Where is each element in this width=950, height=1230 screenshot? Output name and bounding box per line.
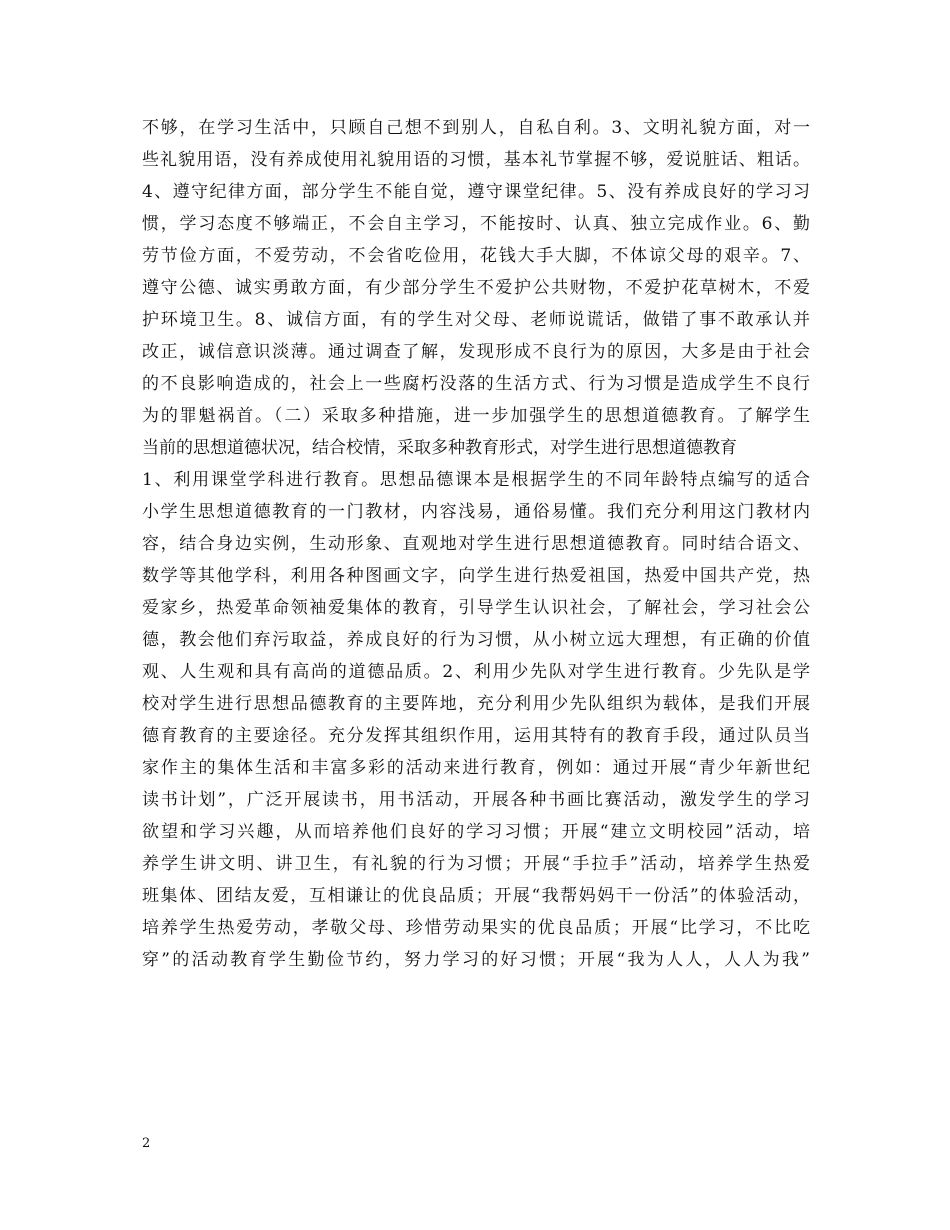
text-line: 当前的思想道德状况，结合校情，采取多种教育形式，对学生进行思想道德教育	[142, 438, 737, 458]
text-line: 家作主的集体生活和丰富多彩的活动来进行教育，例如：通过开展“青少年新世纪	[142, 758, 810, 778]
text-line: 容，结合身边实例，生动形象、直观地对学生进行思想道德教育。同时结合语文、	[142, 534, 810, 554]
text-line: 的不良影响造成的，社会上一些腐朽没落的生活方式、行为习惯是造成学生不良行	[142, 374, 810, 394]
text-line: 小学生思想道德教育的一门教材，内容浅易，通俗易懂。我们充分利用这门教材内	[142, 502, 810, 522]
text-line: 劳节俭方面，不爱劳动，不会省吃俭用，花钱大手大脚，不体谅父母的艰辛。7、	[142, 246, 810, 266]
text-line: 数学等其他学科，利用各种图画文字，向学生进行热爱祖国，热爱中国共产党，热	[142, 566, 810, 586]
text-line: 惯，学习态度不够端正，不会自主学习，不能按时、认真、独立完成作业。6、勤	[142, 214, 810, 234]
text-line: 1、利用课堂学科进行教育。思想品德课本是根据学生的不同年龄特点编写的适合	[142, 470, 810, 490]
text-line: 观、人生观和具有高尚的道德品质。2、利用少先队对学生进行教育。少先队是学	[142, 662, 810, 682]
text-line: 班集体、团结友爱，互相谦让的优良品质；开展“我帮妈妈干一份活”的体验活动，	[142, 886, 810, 906]
text-line: 4、遵守纪律方面，部分学生不能自觉，遵守课堂纪律。5、没有养成良好的学习习	[142, 182, 810, 202]
text-line: 些礼貌用语，没有养成使用礼貌用语的习惯，基本礼节掌握不够，爱说脏话、粗话。	[142, 150, 810, 170]
text-line: 养学生讲文明、讲卫生，有礼貌的行为习惯；开展“手拉手”活动，培养学生热爱	[142, 854, 810, 874]
text-line: 校对学生进行思想品德教育的主要阵地，充分利用少先队组织为载体，是我们开展	[142, 694, 810, 714]
text-line: 爱家乡，热爱革命领袖爱集体的教育，引导学生认识社会，了解社会，学习社会公	[142, 598, 810, 618]
text-line: 为的罪魁祸首。（二）采取多种措施，进一步加强学生的思想道德教育。了解学生	[142, 406, 810, 426]
text-line: 改正，诚信意识淡薄。通过调查了解，发现形成不良行为的原因，大多是由于社会	[142, 342, 810, 362]
text-line: 德育教育的主要途径。充分发挥其组织作用，运用其特有的教育手段，通过队员当	[142, 726, 810, 746]
text-line: 培养学生热爱劳动，孝敬父母、珍惜劳动果实的优良品质；开展“比学习，不比吃	[142, 918, 810, 938]
text-line: 读书计划”，广泛开展读书，用书活动，开展各种书画比赛活动，激发学生的学习	[142, 790, 810, 810]
body-text	[142, 112, 810, 976]
text-line: 德，教会他们弃污取益，养成良好的行为习惯，从小树立远大理想，有正确的价值	[142, 630, 810, 650]
text-line: 欲望和学习兴趣，从而培养他们良好的学习习惯；开展“建立文明校园”活动，培	[142, 822, 810, 842]
page-number: 2	[142, 1136, 151, 1151]
text-line: 穿”的活动教育学生勤俭节约，努力学习的好习惯；开展“我为人人，人人为我”	[142, 950, 810, 970]
text-line: 护环境卫生。8、诚信方面，有的学生对父母、老师说谎话，做错了事不敢承认并	[142, 310, 810, 330]
text-line: 不够，在学习生活中，只顾自己想不到别人，自私自利。3、文明礼貌方面，对一	[142, 118, 810, 138]
text-line: 遵守公德、诚实勇敢方面，有少部分学生不爱护公共财物，不爱护花草树木，不爱	[142, 278, 810, 298]
